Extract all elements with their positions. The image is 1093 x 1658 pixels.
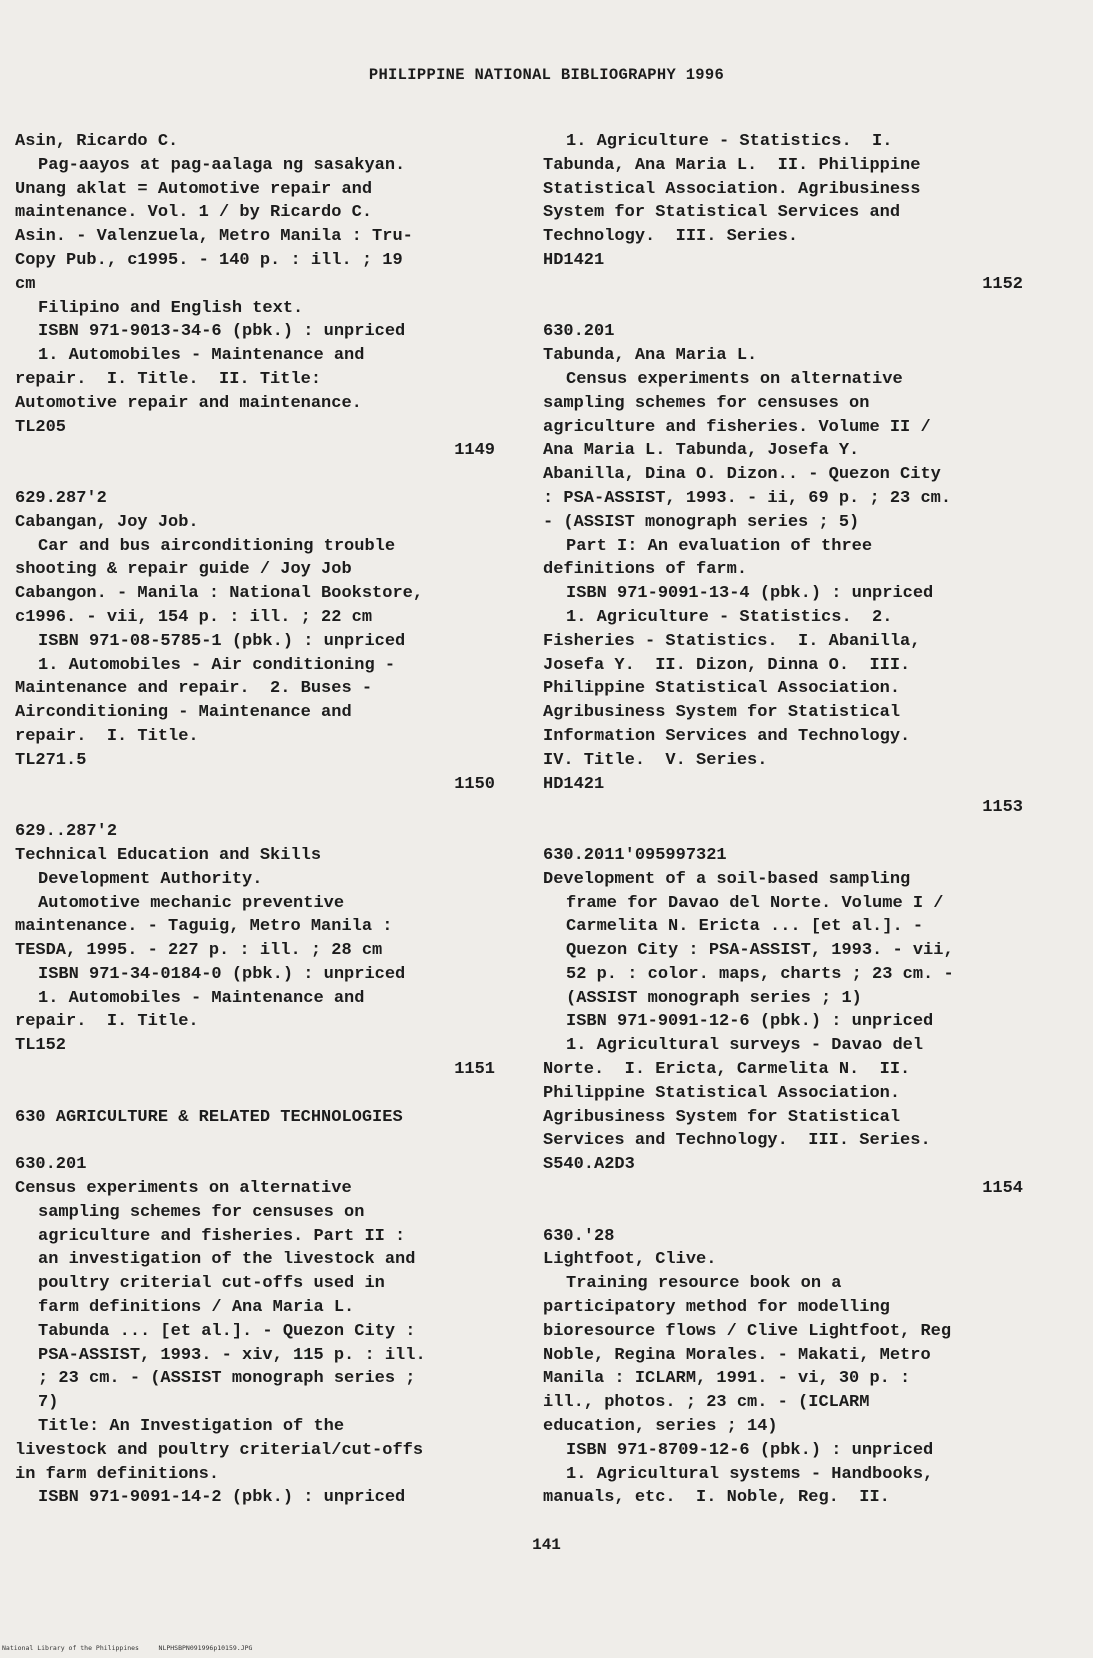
entry-line: TL205 [15, 417, 67, 437]
catalog-entry-1151 [15, 820, 495, 1082]
entry-line: - (ASSIST monograph series ; 5) [543, 512, 860, 532]
entry-line: : PSA-ASSIST, 1993. - ii, 69 p. ; 23 cm. [543, 488, 952, 508]
page-title: PHILIPPINE NATIONAL BIBLIOGRAPHY 1996 [368, 66, 725, 84]
entry-line: ISBN 971-9091-14-2 (pbk.) : unpriced [38, 1488, 406, 1508]
entry-line: 1. Automobiles - Maintenance and [38, 988, 365, 1008]
entry-line: ; 23 cm. - (ASSIST monograph series ; [38, 1369, 416, 1389]
entry-line: sampling schemes for censuses on [38, 1202, 365, 1222]
entry-line: Technology. III. Series. [543, 227, 799, 247]
catalog-entry-1149 [15, 130, 495, 463]
entry-line: 630.201 [15, 1155, 87, 1175]
entry-line: 630.201 [543, 322, 615, 342]
entry-line: Abanilla, Dina O. Dizon.. - Quezon City [543, 465, 941, 485]
catalog-entry-1152-start [15, 1153, 495, 1510]
entry-line: IV. Title. V. Series. [543, 750, 768, 770]
entry-line: cm [15, 274, 36, 294]
entry-line: agriculture and fisheries. Volume II / [543, 417, 931, 437]
entry-line: repair. I. Title. [15, 1012, 199, 1032]
entry-line: Car and bus airconditioning trouble [38, 536, 396, 556]
entry-line: in farm definitions. [15, 1464, 220, 1484]
entry-line: 52 p. : color. maps, charts ; 23 cm. - [566, 964, 954, 984]
entry-line: Cabangon. - Manila : National Bookstore, [15, 584, 424, 604]
left-column [15, 130, 495, 1510]
entry-line: Quezon City : PSA-ASSIST, 1993. - vii, [566, 941, 954, 961]
entry-line: TL271.5 [15, 750, 87, 770]
entry-line: Part I: An evaluation of three [566, 536, 873, 556]
entry-line: agriculture and fisheries. Part II : [38, 1226, 406, 1246]
entry-line: c1996. - vii, 154 p. : ill. ; 22 cm [15, 607, 373, 627]
entry-line: Agribusiness System for Statistical [543, 703, 901, 723]
entry-line: Tabunda, Ana Maria L. II. Philippine [543, 155, 921, 175]
entry-line: 1. Automobiles - Maintenance and [38, 346, 365, 366]
entry-line: HD1421 [543, 250, 605, 270]
entry-line: 1. Agriculture - Statistics. 2. [566, 607, 893, 627]
entry-line: Maintenance and repair. 2. Buses - [15, 679, 373, 699]
entry-line: maintenance. Vol. 1 / by Ricardo C. [15, 203, 373, 223]
section-heading: 630 AGRICULTURE & RELATED TECHNOLOGIES [15, 1107, 403, 1127]
entry-line: Lightfoot, Clive. [543, 1250, 717, 1270]
entry-line: repair. I. Title. [15, 726, 199, 746]
catalog-entry-1152-end [543, 130, 1023, 297]
entry-line: ill., photos. ; 23 cm. - (ICLARM [543, 1393, 870, 1413]
entry-line: an investigation of the livestock and [38, 1250, 416, 1270]
entry-line: ISBN 971-34-0184-0 (pbk.) : unpriced [38, 964, 406, 984]
entry-line: Automotive repair and maintenance. [15, 393, 362, 413]
entry-line: TESDA, 1995. - 227 p. : ill. ; 28 cm [15, 941, 383, 961]
entry-line: manuals, etc. I. Noble, Reg. II. [543, 1488, 890, 1508]
entry-line: ISBN 971-8709-12-6 (pbk.) : unpriced [566, 1440, 934, 1460]
entry-line: System for Statistical Services and [543, 203, 901, 223]
entry-line: 629.287'2 [15, 488, 107, 508]
entry-line: 630.'28 [543, 1226, 615, 1246]
entry-line: Development of a soil-based sampling [543, 869, 911, 889]
entry-line: Statistical Association. Agribusiness [543, 179, 921, 199]
entry-line: HD1421 [543, 774, 605, 794]
entry-line: ISBN 971-9091-13-4 (pbk.) : unpriced [566, 584, 934, 604]
scan-credit: National Library of the Philippines NLPHSBPN091996p10159.JPG [2, 1644, 253, 1652]
entry-line: Noble, Regina Morales. - Makati, Metro [543, 1345, 931, 1365]
entry-line: sampling schemes for censuses on [543, 393, 870, 413]
entry-line: 629..287'2 [15, 822, 118, 842]
entry-number: 1152 [982, 274, 1023, 294]
entry-line: Training resource book on a [566, 1274, 842, 1294]
entry-line: shooting & repair guide / Joy Job [15, 560, 352, 580]
entry-line: Asin. - Valenzuela, Metro Manila : Tru- [15, 227, 413, 247]
entry-number: 1150 [454, 774, 495, 794]
entry-line: Philippine Statistical Association. [543, 679, 901, 699]
entry-line: participatory method for modelling [543, 1298, 890, 1318]
entry-line: Manila : ICLARM, 1991. - vi, 30 p. : [543, 1369, 911, 1389]
entry-line: Technical Education and Skills [15, 845, 322, 865]
entry-line: Philippine Statistical Association. [543, 1083, 901, 1103]
entry-number: 1149 [454, 441, 495, 461]
entry-line: 630.2011'095997321 [543, 845, 727, 865]
entry-line: S540.A2D3 [543, 1155, 635, 1175]
entry-line: Census experiments on alternative [566, 369, 903, 389]
entry-line: poultry criterial cut-offs used in [38, 1274, 385, 1294]
entry-line: TL152 [15, 1036, 67, 1056]
entry-line: 1. Agricultural surveys - Davao del [566, 1036, 924, 1056]
entry-line: Unang aklat = Automotive repair and [15, 179, 373, 199]
entry-line: Airconditioning - Maintenance and [15, 703, 352, 723]
entry-line: repair. I. Title. II. Title: [15, 369, 322, 389]
entry-line: Services and Technology. III. Series. [543, 1131, 931, 1151]
entry-line: PSA-ASSIST, 1993. - xiv, 115 p. : ill. [38, 1345, 426, 1365]
entry-line: Tabunda, Ana Maria L. [543, 346, 758, 366]
entry-number: 1151 [454, 1060, 495, 1080]
catalog-entry-1153 [543, 320, 1023, 820]
entry-number: 1153 [982, 798, 1023, 818]
entry-line: Information Services and Technology. [543, 726, 911, 746]
entry-line: maintenance. - Taguig, Metro Manila : [15, 917, 393, 937]
entry-line: Census experiments on alternative [15, 1179, 352, 1199]
entry-line: Carmelita N. Ericta ... [et al.]. - [566, 917, 924, 937]
entry-line: (ASSIST monograph series ; 1) [566, 988, 862, 1008]
entry-line: Josefa Y. II. Dizon, Dinna O. III. [543, 655, 911, 675]
entry-line: Ana Maria L. Tabunda, Josefa Y. [543, 441, 860, 461]
catalog-entry-1155 [543, 1225, 1023, 1511]
entry-line: ISBN 971-9013-34-6 (pbk.) : unpriced [38, 322, 406, 342]
entry-line: frame for Davao del Norte. Volume I / [566, 893, 944, 913]
entry-line: Copy Pub., c1995. - 140 p. : ill. ; 19 [15, 250, 403, 270]
catalog-entry-1154 [543, 844, 1023, 1201]
entry-line: bioresource flows / Clive Lightfoot, Reg [543, 1321, 952, 1341]
entry-line: 1. Automobiles - Air conditioning - [38, 655, 396, 675]
entry-line: 1. Agricultural systems - Handbooks, [566, 1464, 934, 1484]
page-number: 141 [532, 1536, 561, 1554]
entry-line: Pag-aayos at pag-aalaga ng sasakyan. [38, 155, 406, 175]
entry-line: Title: An Investigation of the [38, 1417, 345, 1437]
right-column [543, 130, 1023, 1510]
entry-line: ISBN 971-9091-12-6 (pbk.) : unpriced [566, 1012, 934, 1032]
entry-line: definitions of farm. [543, 560, 748, 580]
entry-line: Norte. I. Ericta, Carmelita N. II. [543, 1060, 911, 1080]
entry-line: Tabunda ... [et al.]. - Quezon City : [38, 1321, 416, 1341]
catalog-entry-1150 [15, 487, 495, 796]
entry-line: Cabangan, Joy Job. [15, 512, 199, 532]
entry-line: Automotive mechanic preventive [38, 893, 345, 913]
entry-line: Filipino and English text. [38, 298, 304, 318]
entry-line: Agribusiness System for Statistical [543, 1107, 901, 1127]
entry-line: 1. Agriculture - Statistics. I. [566, 132, 893, 151]
entry-line: 7) [38, 1393, 59, 1413]
entry-line: ISBN 971-08-5785-1 (pbk.) : unpriced [38, 631, 406, 651]
entry-line: livestock and poultry criterial/cut-offs [15, 1440, 424, 1460]
entry-line: education, series ; 14) [543, 1417, 778, 1437]
entry-line: farm definitions / Ana Maria L. [38, 1298, 355, 1318]
entry-line: Development Authority. [38, 869, 263, 889]
entry-line: Asin, Ricardo C. [15, 132, 179, 151]
entry-line: Fisheries - Statistics. I. Abanilla, [543, 631, 921, 651]
entry-number: 1154 [982, 1179, 1023, 1199]
